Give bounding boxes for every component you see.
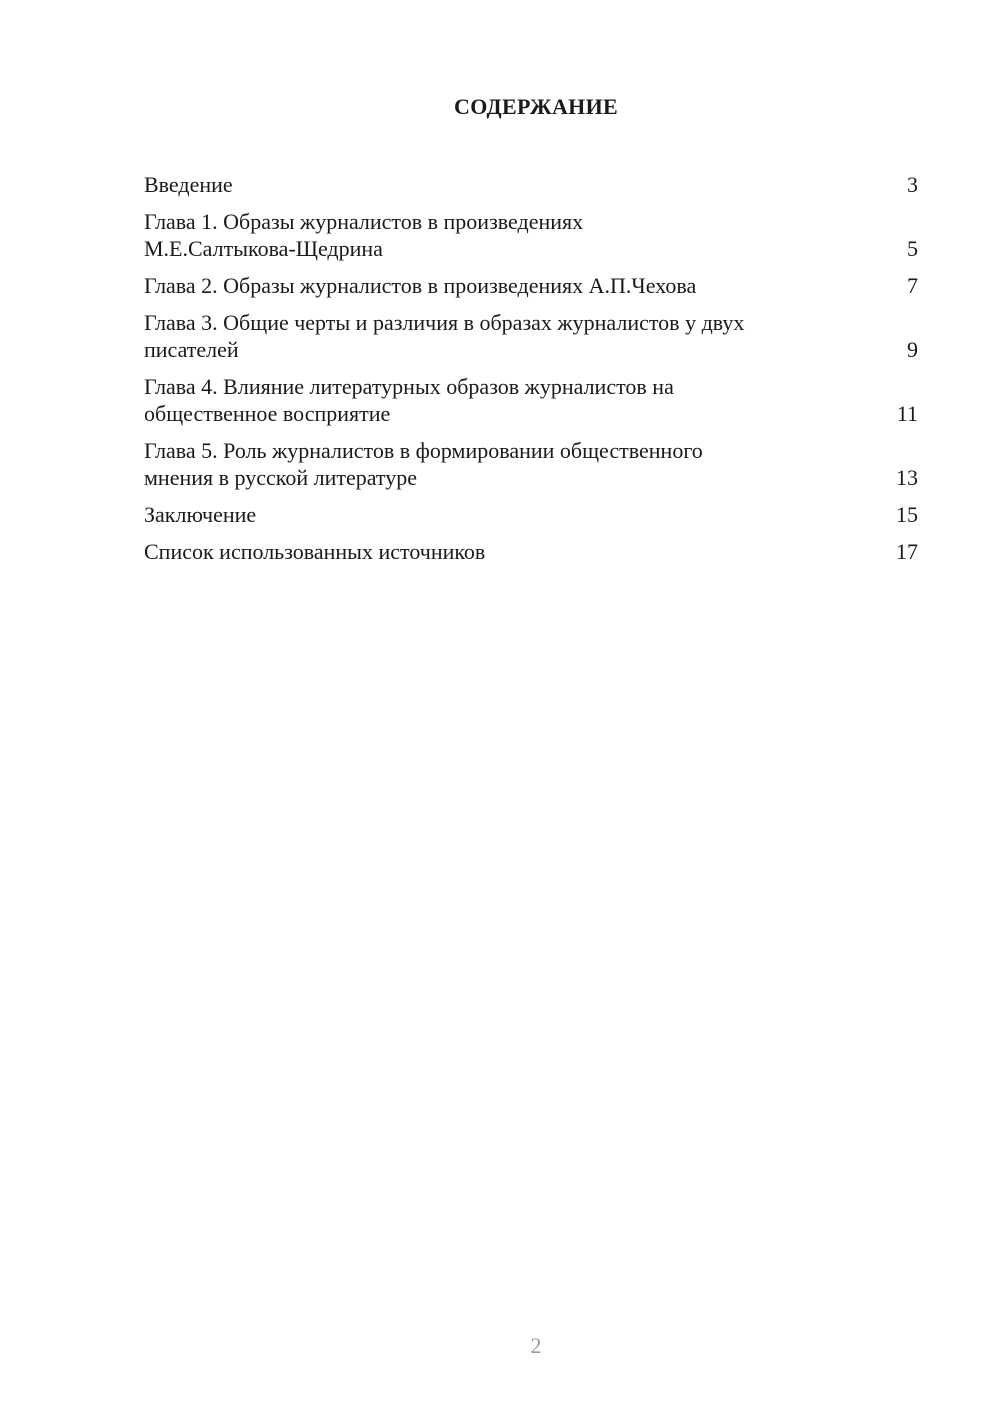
toc-entry-page: 13 bbox=[896, 465, 918, 490]
toc-entry-label: Глава 3. Общие черты и различия в образах журналистов у двух писателей bbox=[144, 310, 745, 362]
toc-entry-page: 3 bbox=[907, 172, 918, 197]
toc-entry-chapter-3 bbox=[144, 309, 918, 363]
toc-entry-label: Глава 2. Образы журналистов в произведениях А.П.Чехова bbox=[144, 273, 697, 298]
toc-entry-chapter-5 bbox=[144, 437, 918, 491]
toc-entry-label: Список использованных источников bbox=[144, 539, 486, 564]
toc-entry-page: 17 bbox=[896, 539, 918, 564]
toc-entry-label: Глава 1. Образы журналистов в произведениях М.Е.Салтыкова-Щедрина bbox=[144, 209, 584, 261]
toc-entry-label: Введение bbox=[144, 172, 233, 197]
toc-entry-chapter-2 bbox=[144, 272, 918, 299]
toc-entry-chapter-4 bbox=[144, 373, 918, 427]
toc-entry-label: Заключение bbox=[144, 502, 257, 527]
toc-entry-references bbox=[144, 538, 918, 565]
page-title: СОДЕРЖАНИЕ bbox=[454, 94, 618, 119]
toc-entry-page: 5 bbox=[907, 236, 918, 261]
toc-entry-page: 9 bbox=[907, 337, 918, 362]
toc-entry-page: 11 bbox=[896, 401, 918, 426]
toc-entry-page: 15 bbox=[896, 502, 918, 527]
toc-entry-conclusion bbox=[144, 501, 918, 528]
page-number: 2 bbox=[530, 1333, 542, 1358]
toc-entry-chapter-1 bbox=[144, 208, 918, 262]
toc-entry-label: Глава 5. Роль журналистов в формировании общественного мнения в русской литературе bbox=[144, 438, 703, 490]
toc-entry-introduction bbox=[144, 171, 918, 198]
toc-entry-label: Глава 4. Влияние литературных образов журналистов на общественное восприятие bbox=[144, 374, 674, 426]
table-of-contents bbox=[144, 171, 918, 575]
toc-entry-page: 7 bbox=[907, 273, 918, 298]
